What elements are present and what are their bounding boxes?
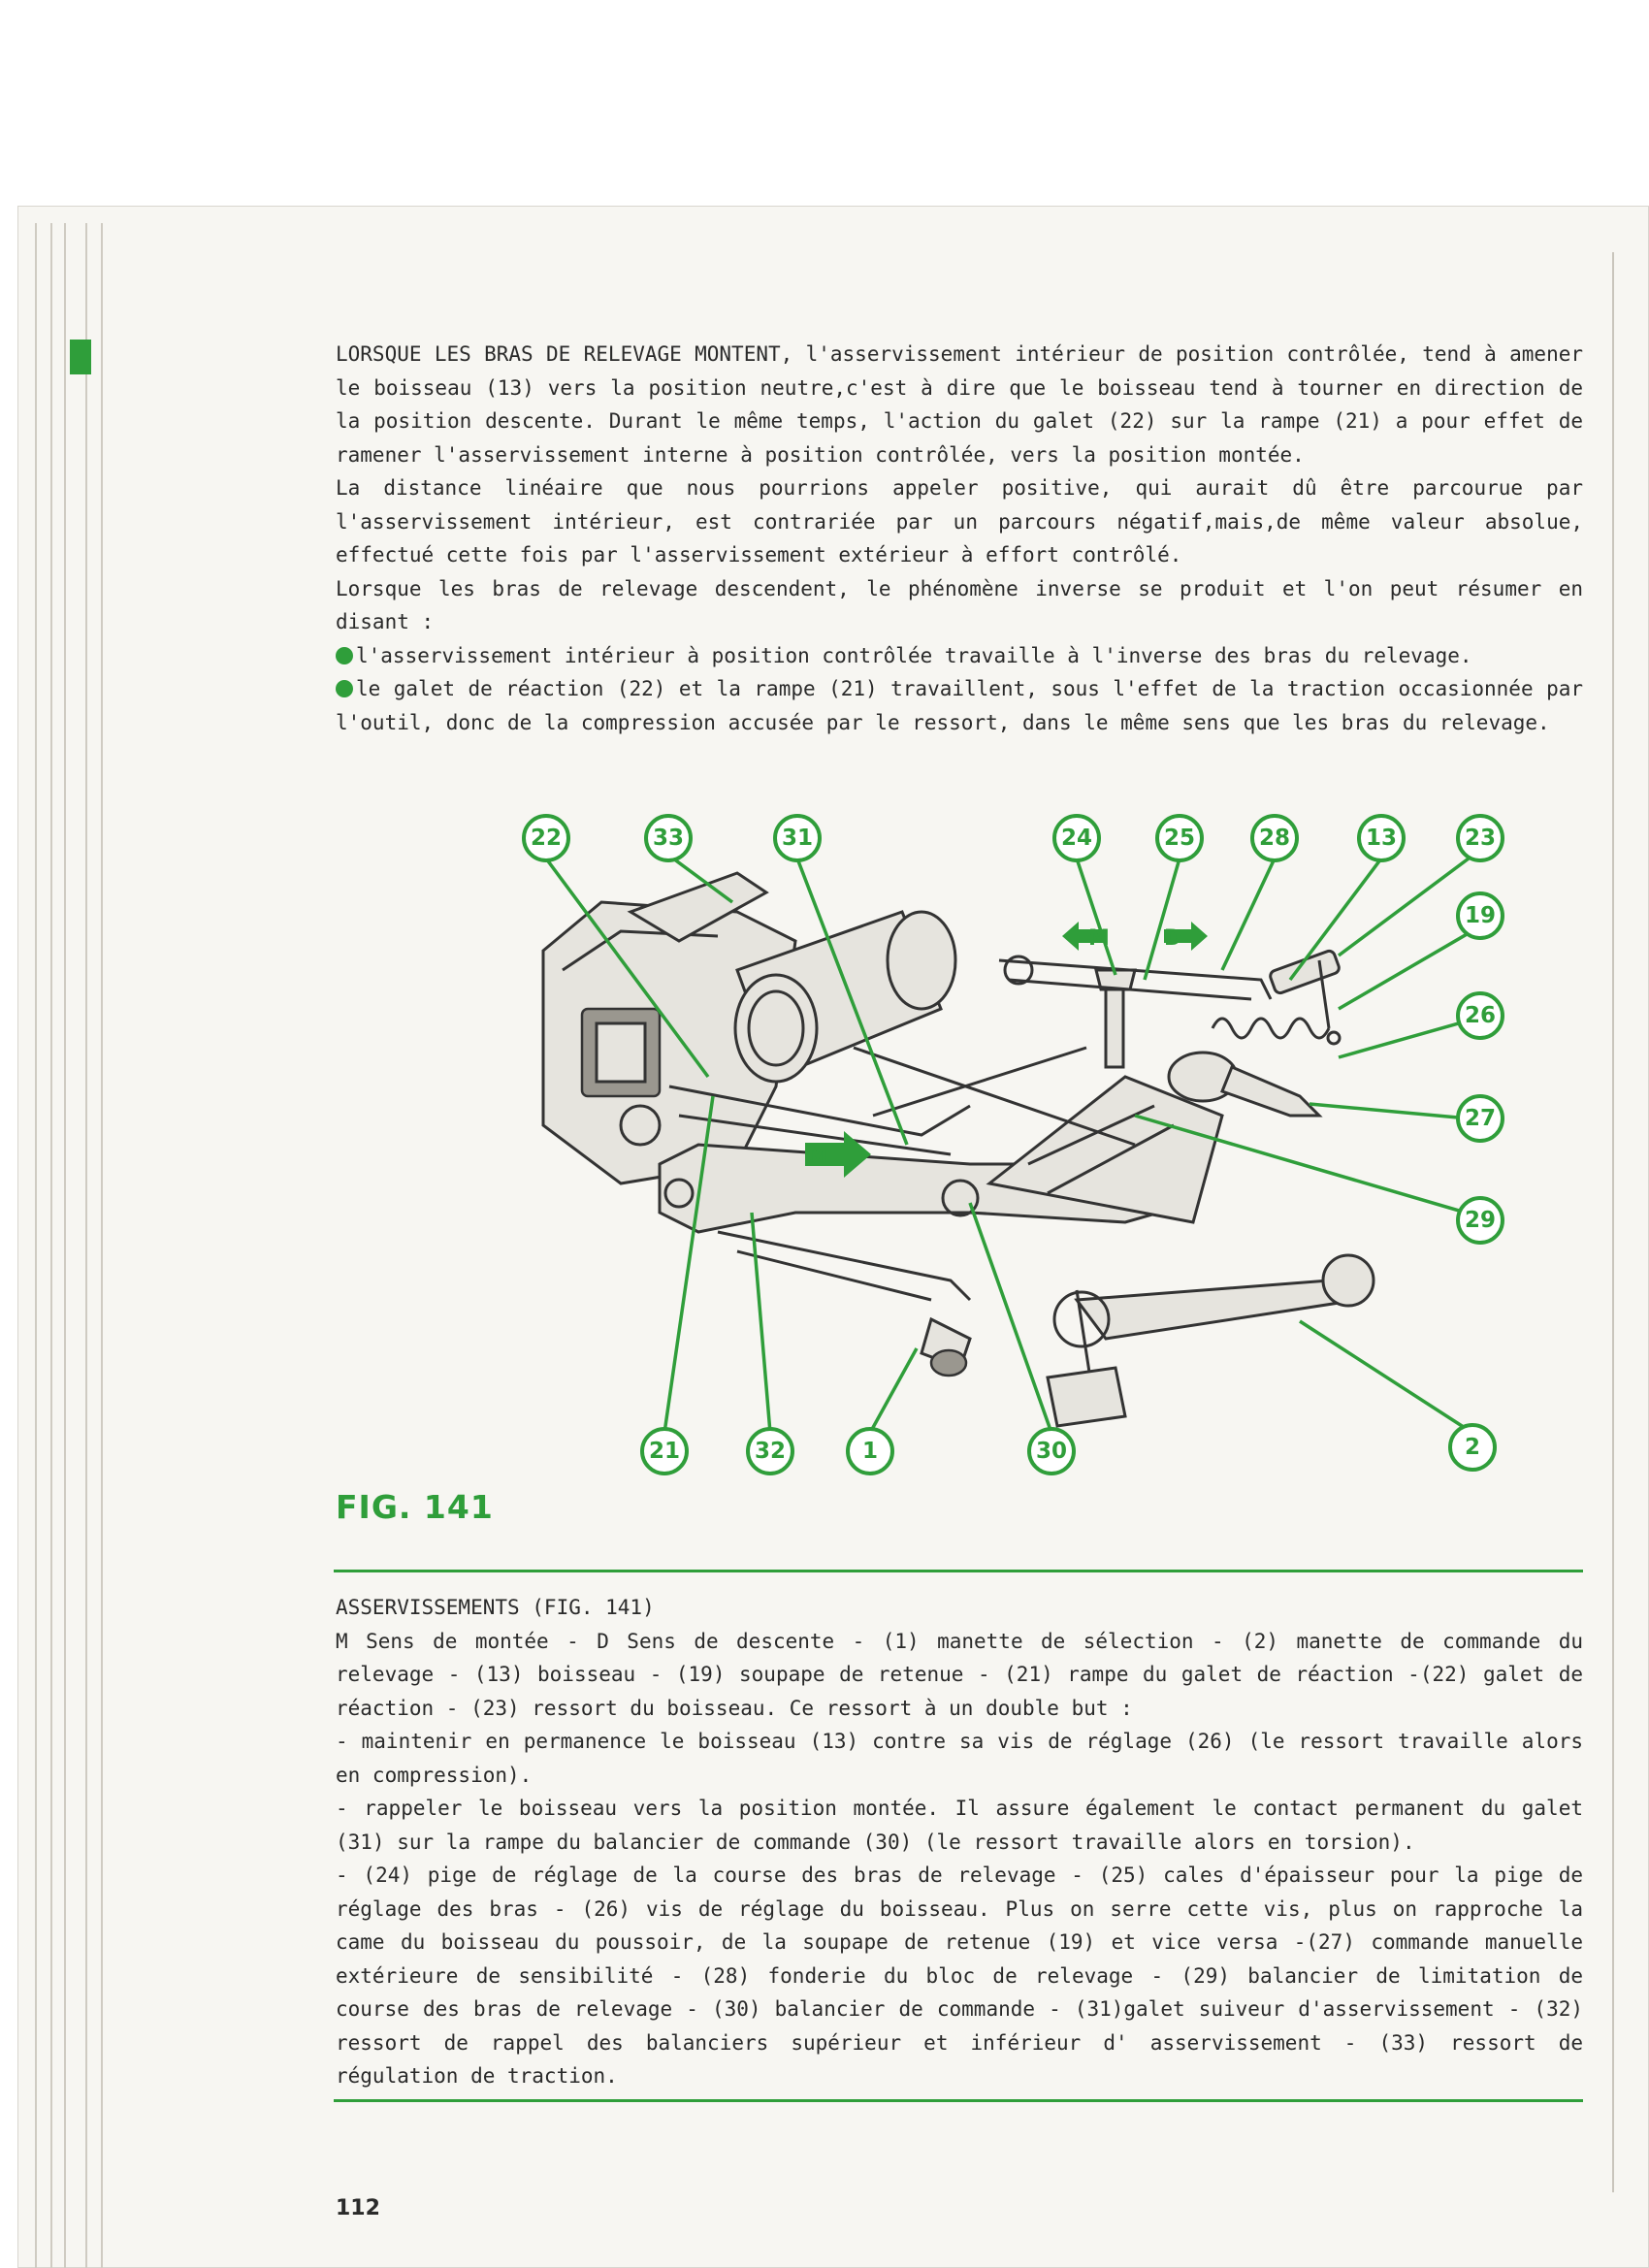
callout-number: 1 [861,1439,879,1464]
descente-label: D [1164,926,1182,951]
page-number: 112 [336,2196,380,2220]
callout-number: 33 [652,826,685,851]
legend-paragraph: - rappeler le boisseau vers la position montée. Il assure également le contact permanent du galet (31) sur la rampe du balancier de commande (30) (le ressort travaille alors en torsion). [336,1797,1583,1854]
intro-paragraph: La distance linéaire que nous pourrions appeler positive, qui aurait dû être parcourue par l'asservissement intérieur, est contrariée par un parcours négatif,mais,de même valeur absolue, effectué cette fois par l'asservissement extérieur à effort contrôlé. [336,476,1583,567]
callout [1458,1198,1503,1243]
callout [848,1429,892,1474]
callout [1458,816,1503,860]
callout [646,816,691,860]
callout [1450,1425,1495,1470]
legend-text [336,1591,1583,2093]
callout-number: 30 [1035,1439,1068,1464]
callout-number: 2 [1464,1435,1481,1460]
callout-number: 21 [648,1439,681,1464]
legend-bottom-rule [334,2099,1583,2102]
callout-number: 22 [530,826,563,851]
callout [1252,816,1297,860]
callout [775,816,820,860]
callout-number: 19 [1464,903,1497,928]
callout [524,816,568,860]
callout-number: 29 [1464,1208,1497,1233]
legend-title: ASSERVISSEMENTS (FIG. 141) [336,1596,655,1619]
callout-number: 32 [754,1439,787,1464]
callout-number: 24 [1060,826,1093,851]
bullet-text: le galet de réaction (22) et la rampe (21) travaillent, sous l'effet de la traction occasionnée par l'outil, donc de la compression accusée par le ressort, dans le même sens que les bras du relevage. [336,677,1583,734]
intro-paragraph: Lorsque les bras de relevage descendent, le phénomène inverse se produit et l'on peut résumer en disant : [336,576,1583,633]
callout-number: 28 [1258,826,1291,851]
callout-number: 26 [1464,1003,1497,1028]
legend-paragraph: - (24) pige de réglage de la course des bras de relevage - (25) cales d'épaisseur pour la pige de réglage des bras - (26) vis de réglage du boisseau. Plus on serre cette vis, plus on rapproche la came du boisseau du poussoir, de la soupape de retenue (19) et vice versa -(27) commande manuelle extérieure de sensibilité - (28) fonderie du bloc de relevage - (29) balancier de limitation de course des bras de relevage - (30) balancier de commande - (31)galet suiveur d'asservissement - (32) ressort de rappel des balanciers supérieur et inférieur d' asservissement - (33) ressort de régulation de traction. [336,1863,1583,2088]
callout [1157,816,1202,860]
figure-caption: FIG. 141 [336,1488,494,1526]
intro-paragraph: LORSQUE LES BRAS DE RELEVAGE MONTENT, l'asservissement intérieur de position contrôlée, tend à amener le boisseau (13) vers la position neutre,c'est à dire que le boisseau tend à tourner en direction de la position descente. Durant le même temps, l'action du galet (22) sur la rampe (21) a pour effet de ramener l'asservissement interne à position contrôlée, vers la position montée. [336,342,1583,467]
callout-number: 23 [1464,826,1497,851]
callout [1458,893,1503,938]
montee-label: M [1088,926,1110,951]
callout [1458,993,1503,1038]
callout-number: 13 [1365,826,1398,851]
callout [748,1429,792,1474]
legend-paragraph: M Sens de montée - D Sens de descente - (1) manette de sélection - (2) manette de commande du relevage - (13) boisseau - (19) soupape de retenue - (21) rampe du galet de réaction -(22) galet de réaction - (23) ressort du boisseau. Ce ressort à un double but : [336,1629,1583,1720]
callout [1359,816,1404,860]
callout [1458,1096,1503,1141]
legend-paragraph: - maintenir en permanence le boisseau (13) contre sa vis de réglage (26) (le ressort travaille alors en compression). [336,1730,1583,1787]
callout-number: 25 [1163,826,1196,851]
montee-label: M [807,1144,828,1168]
callout [642,1429,687,1474]
callout-number: 27 [1464,1106,1497,1131]
legend-top-rule [334,1570,1583,1572]
callout [1054,816,1099,860]
callout-number: 31 [781,826,814,851]
bullet-text: l'asservissement intérieur à position contrôlée travaille à l'inverse des bras du relevage. [356,643,1472,667]
callout [1029,1429,1074,1474]
